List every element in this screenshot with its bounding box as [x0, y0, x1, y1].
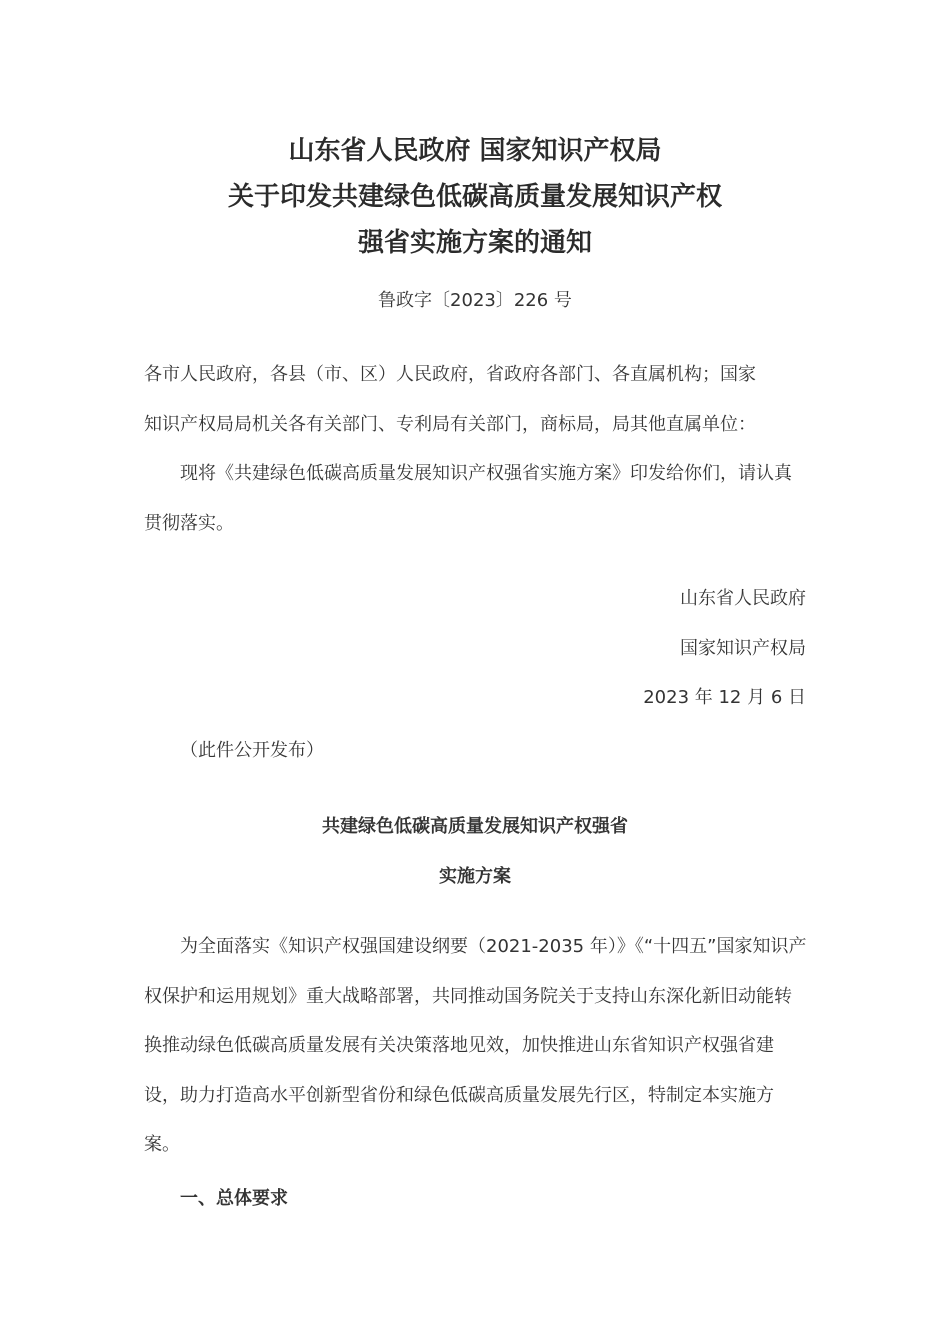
addressees-line-1: 各市人民政府，各县（市、区）人民政府，省政府各部门、各直属机构；国家 [144, 364, 756, 385]
addressees-line-2: 知识产权局局机关各有关部门、专利局有关部门，商标局，局其他直属单位： [144, 413, 756, 435]
intro-paragraph [144, 922, 808, 1170]
document-title [0, 128, 950, 266]
plan-title-line-2: 实施方案 [439, 866, 511, 887]
title-line-1: 山东省人民政府 国家知识产权局 [288, 136, 662, 166]
signature-org-1: 山东省人民政府 [680, 588, 806, 609]
signature-date: 2023 年 12 月 6 日 [643, 687, 806, 708]
addressees [144, 350, 808, 449]
plan-title-line-1: 共建绿色低碳高质量发展知识产权强省 [322, 816, 628, 837]
notice-text: 现将《共建绿色低碳高质量发展知识产权强省实施方案》印发给你们，请认真贯彻落实。 [144, 463, 792, 534]
signature-block [643, 574, 806, 723]
section-heading: 一、总体要求 [180, 1188, 288, 1209]
title-line-2: 关于印发共建绿色低碳高质量发展知识产权 [227, 182, 722, 212]
title-line-3: 强省实施方案的通知 [357, 228, 592, 258]
signature-org-2: 国家知识产权局 [680, 637, 806, 659]
publication-note: （此件公开发布） [180, 740, 324, 761]
intro-text: 为全面落实《知识产权强国建设纲要（2021-2035 年）》《“十四五”国家知识产权保护和运用规划》重大战略部署，共同推动国务院关于支持山东深化新旧动能转换推动绿色低碳高质量发展有关决策落地见效，加快推进山东省知识产权强省建设，助力打造高水平创新型省份和绿色低碳高质量发展先行区，特制定本实施方案。 [144, 936, 807, 1155]
document-number: 鲁政字〔2023〕226 号 [378, 290, 572, 311]
notice-paragraph [144, 449, 808, 548]
